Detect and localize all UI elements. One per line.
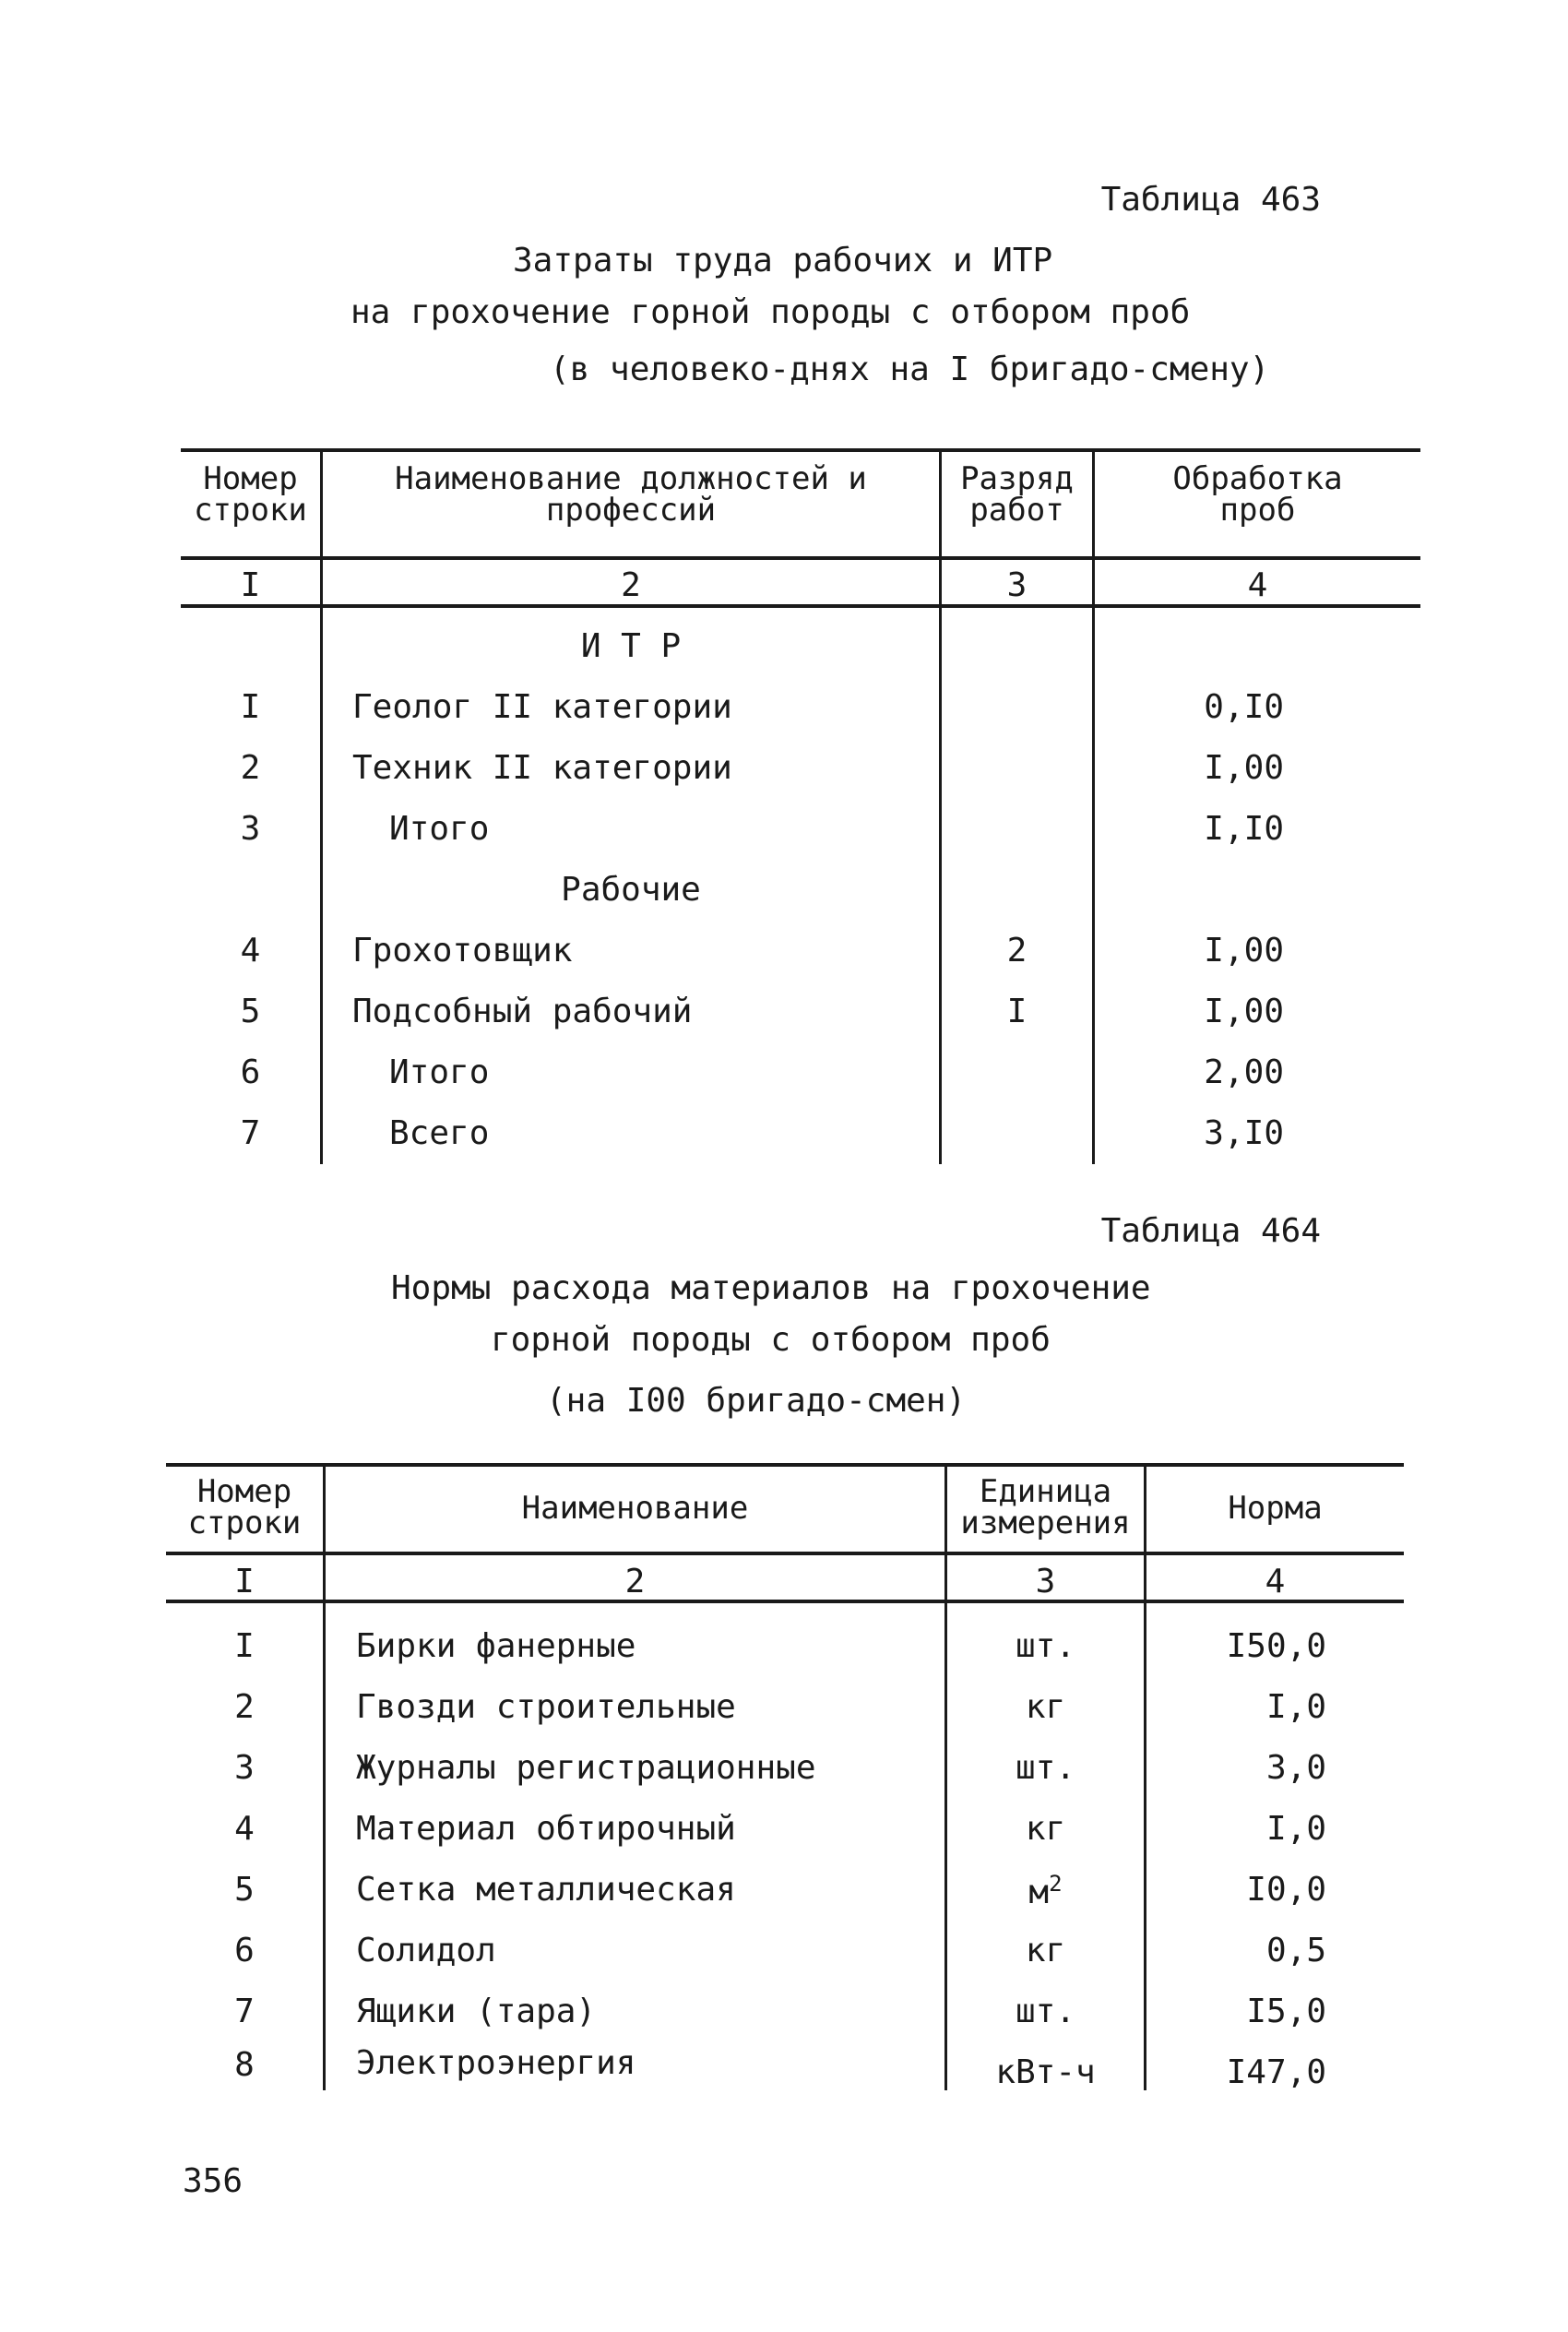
table-464-top-rule — [166, 1463, 1404, 1467]
table-463-header-processing: Обработка проб — [1172, 460, 1343, 529]
row-name: Грохотовщик — [352, 932, 573, 970]
row-unit: кг — [1025, 1810, 1066, 1848]
row-number: 8 — [234, 2046, 255, 2084]
row-number: 5 — [240, 993, 261, 1030]
table-464-header-norm: Норма — [1228, 1490, 1323, 1527]
row-value: I5,0 — [1246, 1993, 1326, 2030]
row-name: Всего — [389, 1114, 490, 1152]
row-value: I,00 — [1204, 932, 1284, 970]
row-number: 2 — [240, 749, 261, 787]
table-463-title-line1: Затраты труда рабочих и ИТР — [513, 242, 1053, 280]
row-value: 0,I0 — [1204, 688, 1284, 726]
row-name: Журналы регистрационные — [356, 1749, 816, 1787]
table-463-number: Таблица 463 — [1100, 181, 1321, 219]
table-463-colnum-4: 4 — [1247, 566, 1268, 604]
row-value: I47,0 — [1226, 2053, 1326, 2091]
row-number: 7 — [234, 1993, 255, 2030]
table-463-header-grade: Разряд работ — [960, 460, 1074, 529]
row-grade: 2 — [1006, 932, 1028, 970]
row-unit: шт. — [1015, 1993, 1076, 2030]
table-464-colnum-1: I — [234, 1563, 255, 1600]
table-463-section-itr: И Т Р — [580, 627, 682, 665]
row-value: 0,5 — [1265, 1932, 1326, 1969]
table-464-vline-1 — [323, 1467, 326, 2090]
table-464-header-unit: Единица измерения — [960, 1473, 1131, 1541]
row-value: I,I0 — [1204, 810, 1284, 848]
table-464-header-name: Наименование — [521, 1490, 749, 1527]
row-name: Подсобный рабочий — [352, 993, 693, 1030]
row-value: I,00 — [1204, 993, 1284, 1030]
row-value: I,0 — [1265, 1810, 1326, 1848]
row-value: 3,I0 — [1204, 1114, 1284, 1152]
table-463-colnum-3: 3 — [1006, 566, 1028, 604]
row-name: Солидол — [356, 1932, 496, 1969]
row-value: 3,0 — [1265, 1749, 1326, 1787]
table-464-colnum-2: 2 — [624, 1563, 646, 1600]
row-name: Сетка металлическая — [356, 1871, 736, 1909]
row-name: Бирки фанерные — [356, 1627, 636, 1665]
row-name: Ящики (тара) — [356, 1993, 597, 2030]
table-463-vline-3 — [1092, 452, 1095, 1164]
row-name: Электроэнергия — [356, 2044, 636, 2082]
table-464-colnum-3: 3 — [1035, 1563, 1056, 1600]
table-463-header-row-number: Номер строки — [194, 460, 307, 529]
row-value: I,00 — [1204, 749, 1284, 787]
unit-exponent: 2 — [1049, 1871, 1063, 1897]
row-unit — [947, 1871, 1144, 1911]
table-463-colnum-1: I — [240, 566, 261, 604]
row-name: Материал обтирочный — [356, 1810, 736, 1848]
row-unit: шт. — [1015, 1749, 1076, 1787]
row-number: 3 — [234, 1749, 255, 1787]
row-name: Техник II категории — [352, 749, 732, 787]
row-value: I50,0 — [1226, 1627, 1326, 1665]
unit-base: м — [1028, 1874, 1050, 1911]
table-463-vline-2 — [939, 452, 942, 1164]
table-464-title-line1: Нормы расхода материалов на грохочение — [391, 1269, 1151, 1307]
row-unit: кг — [1025, 1932, 1066, 1969]
row-unit: кВт-ч — [995, 2053, 1096, 2091]
row-number: 4 — [240, 932, 261, 970]
row-value: I0,0 — [1246, 1871, 1326, 1909]
row-unit: кг — [1025, 1688, 1066, 1726]
table-464-vline-3 — [1144, 1467, 1146, 2090]
row-number: 6 — [234, 1932, 255, 1969]
table-463-subtitle: (в человеко-днях на I бригадо-смену) — [550, 351, 1270, 388]
table-463-header-rule — [181, 556, 1420, 560]
table-464-number: Таблица 464 — [1100, 1212, 1321, 1250]
table-463-vline-1 — [320, 452, 323, 1164]
page-number: 356 — [183, 2162, 244, 2200]
row-unit: шт. — [1015, 1627, 1076, 1665]
row-name: Геолог II категории — [352, 688, 732, 726]
table-463-title-line2: на грохочение горной породы с отбором проб — [350, 293, 1191, 331]
row-number: 7 — [240, 1114, 261, 1152]
row-grade: I — [1006, 993, 1028, 1030]
table-463-colnum-2: 2 — [621, 566, 641, 604]
row-name: Итого — [389, 810, 490, 848]
table-464-header-rule — [166, 1552, 1404, 1555]
row-number: 6 — [240, 1053, 261, 1091]
row-name: Итого — [389, 1053, 490, 1091]
table-463-header-position: Наименование должностей и профессий — [395, 460, 867, 529]
row-number: 2 — [234, 1688, 255, 1726]
table-463-numbers-rule — [181, 604, 1420, 608]
row-number: 3 — [240, 810, 261, 848]
row-name: Гвозди строительные — [356, 1688, 736, 1726]
row-value: I,0 — [1265, 1688, 1326, 1726]
row-number: 4 — [234, 1810, 255, 1848]
row-number: 5 — [234, 1871, 255, 1909]
table-463-section-workers: Рабочие — [561, 871, 701, 909]
table-463-top-rule — [181, 448, 1420, 452]
table-464-colnum-4: 4 — [1265, 1563, 1286, 1600]
row-number: I — [240, 688, 261, 726]
table-464-title-line2: горной породы с отбором проб — [491, 1321, 1051, 1359]
table-464-subtitle: (на I00 бригадо-смен) — [546, 1382, 967, 1420]
row-number: I — [234, 1627, 255, 1665]
row-value: 2,00 — [1204, 1053, 1284, 1091]
table-464-header-row-number: Номер строки — [187, 1473, 302, 1541]
